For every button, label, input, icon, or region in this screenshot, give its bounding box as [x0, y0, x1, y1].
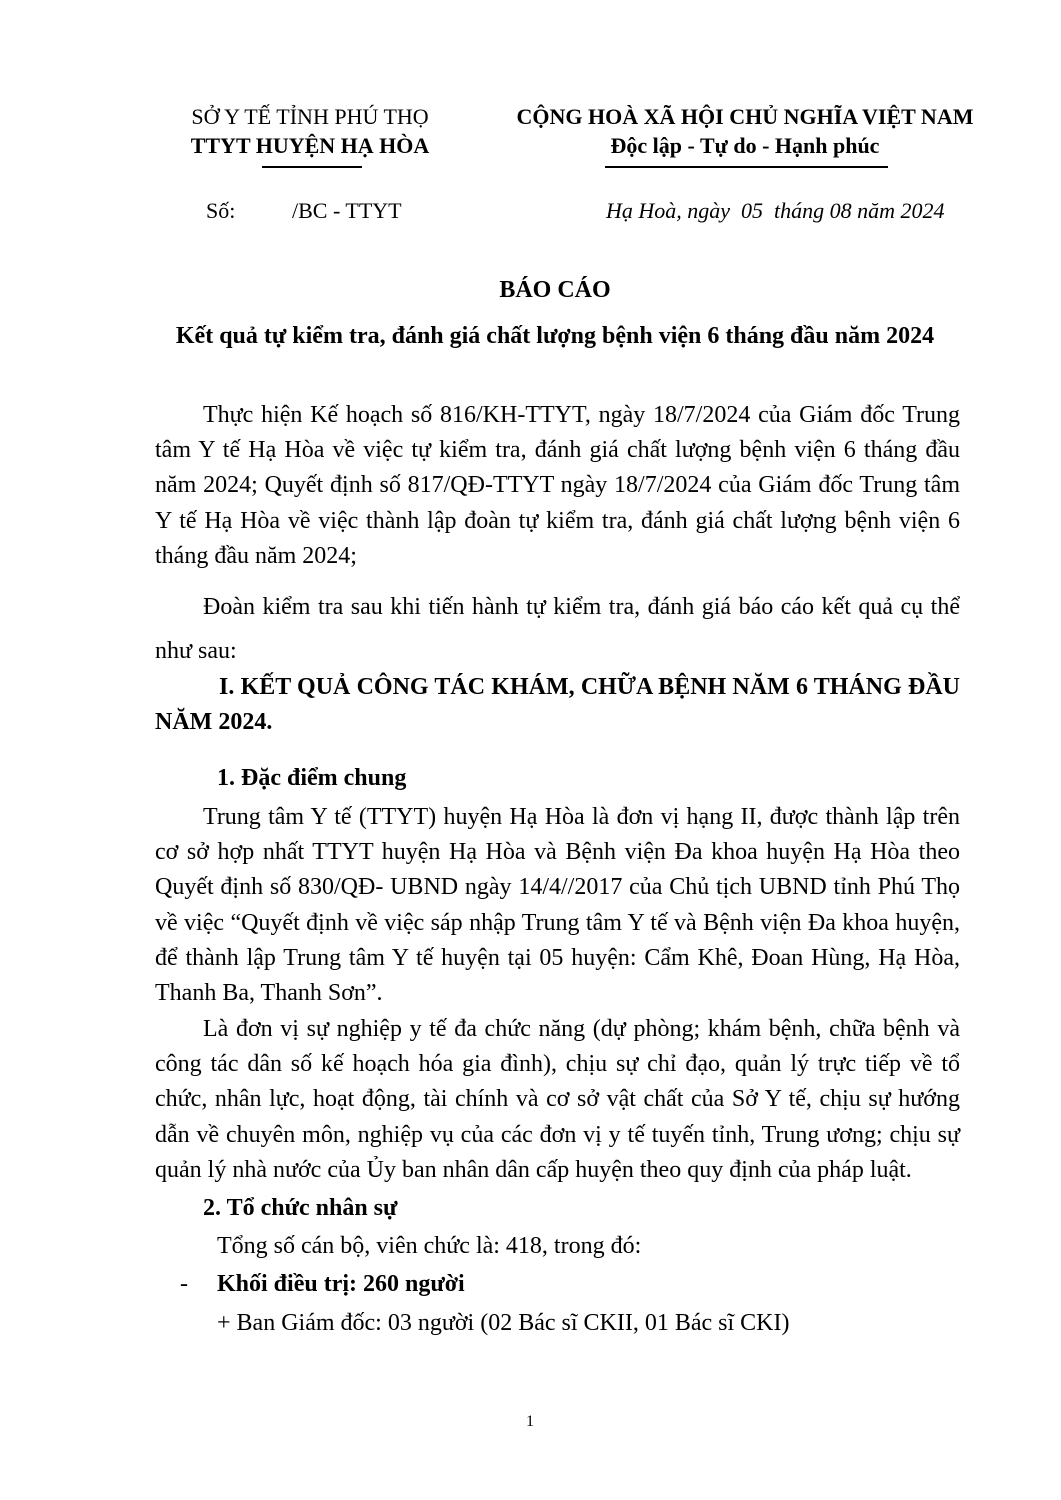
- agency-underline: [262, 166, 362, 168]
- subsection-2-heading: 2. Tổ chức nhân sự: [203, 1195, 398, 1221]
- board-of-directors-line: + Ban Giám đốc: 03 người (02 Bác sĩ CKII, 01 Bác sĩ CKI): [217, 1310, 790, 1336]
- national-title: CỘNG HOÀ XÃ HỘI CHỦ NGHĨA VIỆT NAM: [516, 104, 974, 129]
- intro-paragraph-1: Thực hiện Kế hoạch số 816/KH-TTYT, ngày 18/7/2024 của Giám đốc Trung tâm Y tế Hạ Hòa về việc tự kiểm tra, đánh giá chất lượng bệnh viện 6 tháng đầu năm 2024; Quyết định số 817/QĐ-TTYT ngày 18/7/2024 của Giám đốc Trung tâm Y tế Hạ Hòa về việc thành lập đoàn tự kiểm tra, đánh giá chất lượng bệnh viện 6 tháng đầu năm 2024;: [155, 402, 960, 569]
- document-number-label: Số:: [206, 198, 236, 223]
- document-date: Hạ Hoà, ngày 05 tháng 08 năm 2024: [606, 198, 945, 223]
- subsection-1-heading: 1. Đặc điểm chung: [217, 765, 407, 791]
- subsection-1-paragraph-1: Trung tâm Y tế (TTYT) huyện Hạ Hòa là đơn vị hạng II, được thành lập trên cơ sở hợp nhất TTYT huyện Hạ Hòa và Bệnh viện Đa khoa huyện Hạ Hòa theo Quyết định số 830/QĐ- UBND ngày 14/4//2017 của Chủ tịch UBND tỉnh Phú Thọ về việc “Quyết định về việc sáp nhập Trung tâm Y tế và Bệnh viện Đa khoa huyện, để thành lập Trung tâm Y tế huyện tại 05 huyện: Cẩm Khê, Đoan Hùng, Hạ Hòa, Thanh Ba, Thanh Sơn”.: [155, 804, 960, 1007]
- agency-parent: SỞ Y TẾ TỈNH PHÚ THỌ: [191, 104, 429, 129]
- bullet-dash: -: [180, 1271, 188, 1297]
- document-number-code: /BC - TTYT: [292, 198, 402, 223]
- staff-total: Tổng số cán bộ, viên chức là: 418, trong đó:: [217, 1233, 642, 1259]
- motto-underline: [605, 166, 888, 168]
- agency-name: TTYT HUYỆN HẠ HÒA: [190, 133, 430, 158]
- national-motto: Độc lập - Tự do - Hạnh phúc: [610, 133, 880, 158]
- intro-paragraph-2: Đoàn kiểm tra sau khi tiến hành tự kiểm tra, đánh giá báo cáo kết quả cụ thể như sau:: [155, 594, 960, 664]
- report-subtitle: Kết quả tự kiểm tra, đánh giá chất lượng bệnh viện 6 tháng đầu năm 2024: [175, 323, 935, 349]
- subsection-1-paragraph-2: Là đơn vị sự nghiệp y tế đa chức năng (dự phòng; khám bệnh, chữa bệnh và công tác dân số kế hoạch hóa gia đình), chịu sự chỉ đạo, quản lý trực tiếp về tổ chức, nhân lực, hoạt động, tài chính và cơ sở vật chất của Sở Y tế, chịu sự hướng dẫn về chuyên môn, nghiệp vụ của các đơn vị y tế tuyến tỉnh, Trung ương; chịu sự quản lý nhà nước của Ủy ban nhân dân cấp huyện theo quy định của pháp luật.: [155, 1016, 960, 1183]
- section-1-heading: I. KẾT QUẢ CÔNG TÁC KHÁM, CHỮA BỆNH NĂM 6 THÁNG ĐẦU NĂM 2024.: [155, 674, 960, 735]
- report-title: BÁO CÁO: [499, 277, 611, 303]
- treatment-block-label: Khối điều trị: 260 người: [217, 1271, 465, 1297]
- page-number: 1: [526, 1413, 534, 1430]
